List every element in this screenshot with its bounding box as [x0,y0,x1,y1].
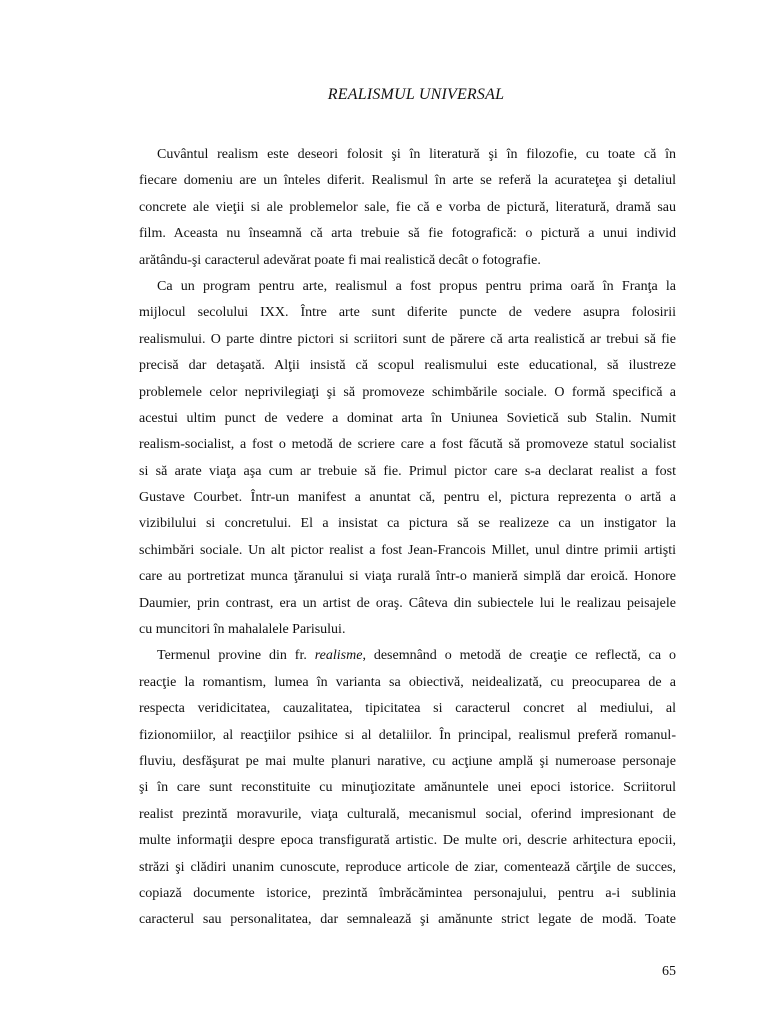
italic-term: realisme [314,648,363,664]
text-line: Ca un program pentru arte, realismul a fost propus pentru prima oară în Franţa la [157,278,676,294]
text-line: fiecare domeniu are un înteles diferit. Realismul în arte se referă la acurateţea şi detaliul [139,173,676,189]
text-line: Termenul provine din fr. realisme, desemnând o metodă de creaţie ce reflectă, ca o [157,648,676,664]
text-line: fluviu, desfăşurat pe mai multe planuri narative, cu acţiune amplă şi numeroase personaje [139,753,676,769]
text-line: fizionomiilor, al reacţiilor psihice si al detaliilor. În principal, realismul preferă romanul- [139,727,676,743]
text-line: Cuvântul realism este deseori folosit şi în literatură şi în filozofie, cu toate că în [157,147,676,162]
text-line: multe informaţii despre epoca transfigurată artistic. De multe ori, descrie arhitectura epocii, [139,833,676,849]
text-line: precisă dar detaşată. Alţii insistă că scopul realismului este educational, să ilustreze [139,358,676,374]
body-text [139,142,676,934]
text-line: caracterul sau personalitatea, dar semnalează şi amănunte strict legate de modă. Toate [139,912,676,928]
text-line: reacţie la romantism, lumea în varianta sa obiectivă, neidealizată, cu preocuparea de a [139,674,676,690]
text-line: cu muncitori în mahalalele Parisului. [139,622,346,638]
page-title: REALISMUL UNIVERSAL [327,86,505,103]
text-line: Gustave Courbet. Într-un manifest a anuntat că, pentru el, pictura reprezenta o artă a [139,490,676,506]
text-line: realist prezintă moravurile, viaţa culturală, mecanismul social, oferind impresionant de [139,806,676,822]
text-line: realismului. O parte dintre pictori si scriitori sunt de părere că arta realistică ar trebui să fie [139,331,676,347]
page-number: 65 [662,964,676,979]
text-line: acestui ultim punct de vedere a dominat arta în Uniunea Sovietică sub Stalin. Numit [139,410,676,426]
text-line-with-italic-term [139,643,676,669]
text-line: vizibilului si concretului. El a insistat ca pictura să se realizeze ca un instigator la [139,516,676,532]
text-line: arătându-şi caracterul adevărat poate fi mai realistică decât o fotografie. [139,252,541,268]
text-line: copiază documente istorice, prezintă îmbrăcămintea personajului, pentru a-i sublinia [139,885,676,901]
text-line: respecta veridicitatea, cauzalitatea, tipicitatea si caracterul concret al mediului, al [139,701,676,717]
text-line: problemele celor neprivilegiaţi şi să promoveze schimbările sociale. O formă specifică a [139,384,676,400]
text-line: Daumier, prin contrast, era un artist de oraş. Câteva din subiectele lui le realizau peisajele [139,595,676,611]
text-line: film. Aceasta nu înseamnă că arta trebuie să fie fotografică: o pictură a unui individ [139,226,676,242]
text-line: schimbări sociale. Un alt pictor realist a fost Jean-Francois Millet, unul dintre primii artişti [139,542,676,558]
text-line: mijlocul secolului IXX. Între arte sunt diferite puncte de vedere asupra folosirii [139,305,676,321]
text-line: realism-socialist, a fost o metodă de scriere care a fost făcută să promoveze statul socialist [139,437,676,453]
text-line: străzi şi clădiri unanim cunoscute, reproduce articole de ziar, comentează cărţile de succes, [139,859,676,875]
text-line: si să arate viaţa aşa cum ar trebuie să fie. Primul pictor care s-a declarat realist a fost [139,463,676,479]
text-line: şi în care sunt reconstituite cu minuţiozitate amănuntele unei epoci istorice. Scriitorul [139,780,676,796]
text-line: concrete ale vieţii si ale problemelor sale, fie că e vorba de pictură, literatură, dramă sau [139,199,676,215]
text-line: care au portretizat munca ţăranului si viaţa rurală într-o manieră simplă dar eroică. Honore [139,569,676,585]
